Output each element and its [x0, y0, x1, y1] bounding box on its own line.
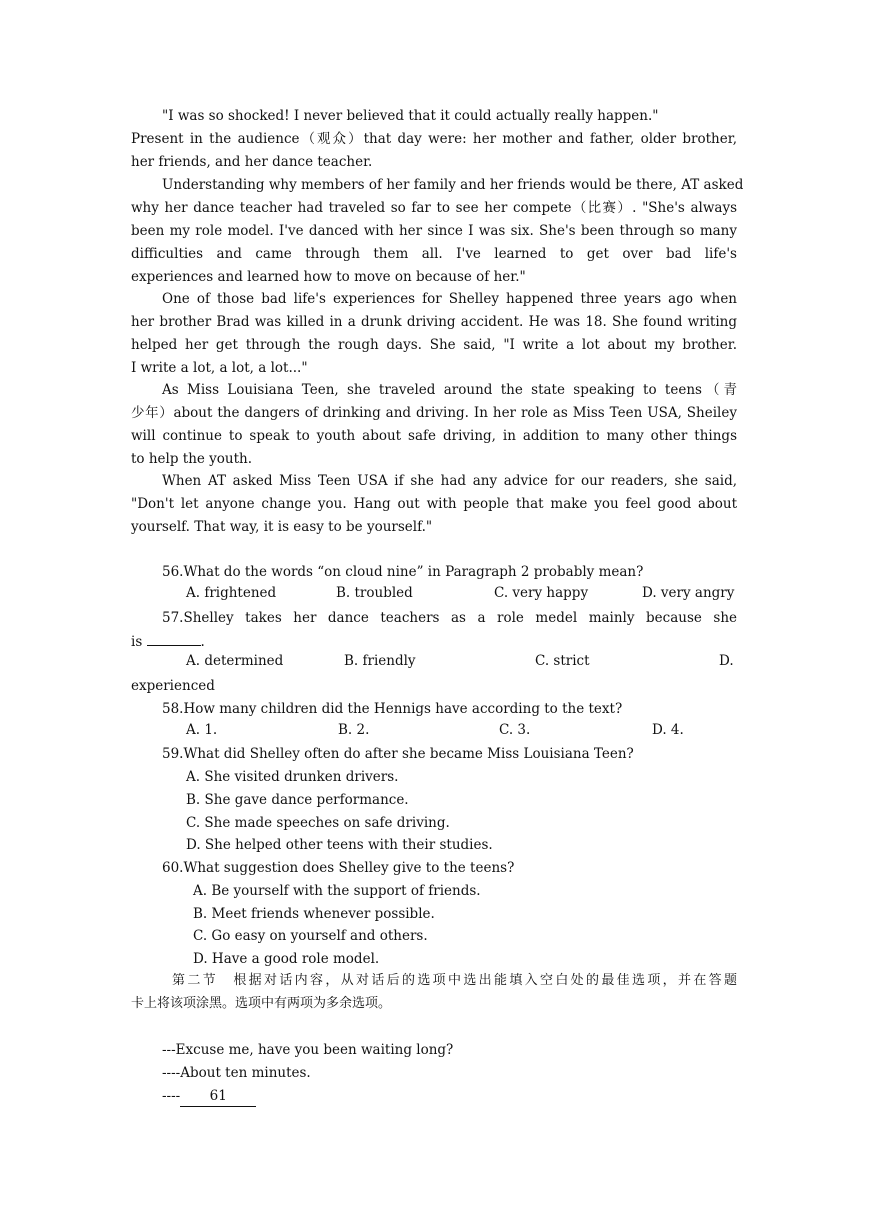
question-57-answer-blank	[147, 631, 201, 646]
question-60-stem: 60.What suggestion does Shelley give to the teens?	[162, 860, 515, 876]
question-57-option-d-continued: experienced	[131, 678, 215, 694]
dialogue-line-2: ----About ten minutes.	[162, 1065, 311, 1081]
question-56-option-b[interactable]: B. troubled	[336, 585, 413, 601]
passage-line-5: why her dance teacher had traveled so far to see her compete（比赛）. "She's always	[131, 200, 737, 216]
section-2-instruction-line-2: 卡上将该项涂黑。选项中有两项为多余选项。	[131, 996, 392, 1011]
passage-line-19: yourself. That way, it is easy to be yourself."	[131, 519, 433, 535]
passage-line-13: As Miss Louisiana Teen, she traveled around the state speaking to teens（青	[162, 382, 737, 398]
question-60-option-b[interactable]: B. Meet friends whenever possible.	[193, 906, 435, 922]
passage-line-2: Present in the audience（观众）that day were: her mother and father, older brother,	[131, 131, 737, 147]
question-57-option-d[interactable]: D.	[719, 653, 734, 669]
passage-line-7: difficulties and came through them all. I've learned to get over bad life's	[131, 246, 737, 262]
passage-line-11: helped her get through the rough days. She said, "I write a lot about my brother.	[131, 337, 737, 353]
question-57-stem-period: .	[200, 634, 205, 650]
question-57-stem-continued	[131, 631, 737, 651]
question-59-option-d[interactable]: D. She helped other teens with their studies.	[186, 837, 493, 853]
question-57-option-b[interactable]: B. friendly	[344, 653, 416, 669]
question-56-option-c[interactable]: C. very happy	[494, 585, 589, 601]
question-56-stem: 56.What do the words “on cloud nine” in Paragraph 2 probably mean?	[162, 564, 644, 580]
passage-line-14: 少年）about the dangers of drinking and driving. In her role as Miss Teen USA, Sheiley	[131, 405, 737, 421]
dialogue-blank-61[interactable]: 61	[180, 1086, 256, 1107]
question-59-option-b[interactable]: B. She gave dance performance.	[186, 792, 409, 808]
passage-line-18: "Don't let anyone change you. Hang out with people that make you feel good about	[131, 496, 737, 512]
question-58-option-a[interactable]: A. 1.	[186, 722, 218, 738]
question-57-stem-is: is	[131, 634, 143, 650]
question-60-option-c[interactable]: C. Go easy on yourself and others.	[193, 928, 428, 944]
dialogue-line-1: ---Excuse me, have you been waiting long?	[162, 1042, 454, 1058]
question-57-option-c[interactable]: C. strict	[535, 653, 590, 669]
section-2-instruction-line-1: 第二节 根据对话内容，从对话后的选项中选出能填入空白处的最佳选项，并在答题	[172, 973, 737, 988]
passage-line-16: to help the youth.	[131, 451, 253, 467]
question-60-option-a[interactable]: A. Be yourself with the support of friends.	[193, 883, 481, 899]
dialogue-line-3-prefix: ----	[162, 1088, 181, 1104]
dialogue-line-3	[162, 1086, 737, 1106]
passage-line-6: been my role model. I've danced with her since I was six. She's been through so many	[131, 223, 737, 239]
passage-line-15: will continue to speak to youth about safe driving, in addition to many other things	[131, 428, 737, 444]
question-57-stem: 57.Shelley takes her dance teachers as a role medel mainly because she	[162, 610, 737, 626]
passage-line-8: experiences and learned how to move on because of her."	[131, 269, 526, 285]
question-59-stem: 59.What did Shelley often do after she became Miss Louisiana Teen?	[162, 746, 634, 762]
question-56-option-d[interactable]: D. very angry	[642, 585, 735, 601]
question-58-option-c[interactable]: C. 3.	[499, 722, 531, 738]
passage-line-17: When AT asked Miss Teen USA if she had any advice for our readers, she said,	[162, 473, 737, 489]
passage-line-4: Understanding why members of her family and her friends would be there, AT asked	[162, 177, 744, 193]
question-59-option-c[interactable]: C. She made speeches on safe driving.	[186, 815, 450, 831]
passage-line-9: One of those bad life's experiences for Shelley happened three years ago when	[162, 291, 737, 307]
question-56-option-a[interactable]: A. frightened	[186, 585, 277, 601]
passage-line-3: her friends, and her dance teacher.	[131, 154, 373, 170]
question-59-option-a[interactable]: A. She visited drunken drivers.	[186, 769, 399, 785]
question-58-option-b[interactable]: B. 2.	[338, 722, 370, 738]
passage-line-1: "I was so shocked! I never believed that it could actually really happen."	[162, 108, 659, 124]
question-58-option-d[interactable]: D. 4.	[652, 722, 684, 738]
question-57-option-a[interactable]: A. determined	[186, 653, 284, 669]
question-60-option-d[interactable]: D. Have a good role model.	[193, 951, 380, 967]
passage-line-10: her brother Brad was killed in a drunk driving accident. He was 18. She found writing	[131, 314, 737, 330]
passage-line-12: I write a lot, a lot, a lot..."	[131, 360, 308, 376]
question-58-stem: 58.How many children did the Hennigs have according to the text?	[162, 701, 623, 717]
